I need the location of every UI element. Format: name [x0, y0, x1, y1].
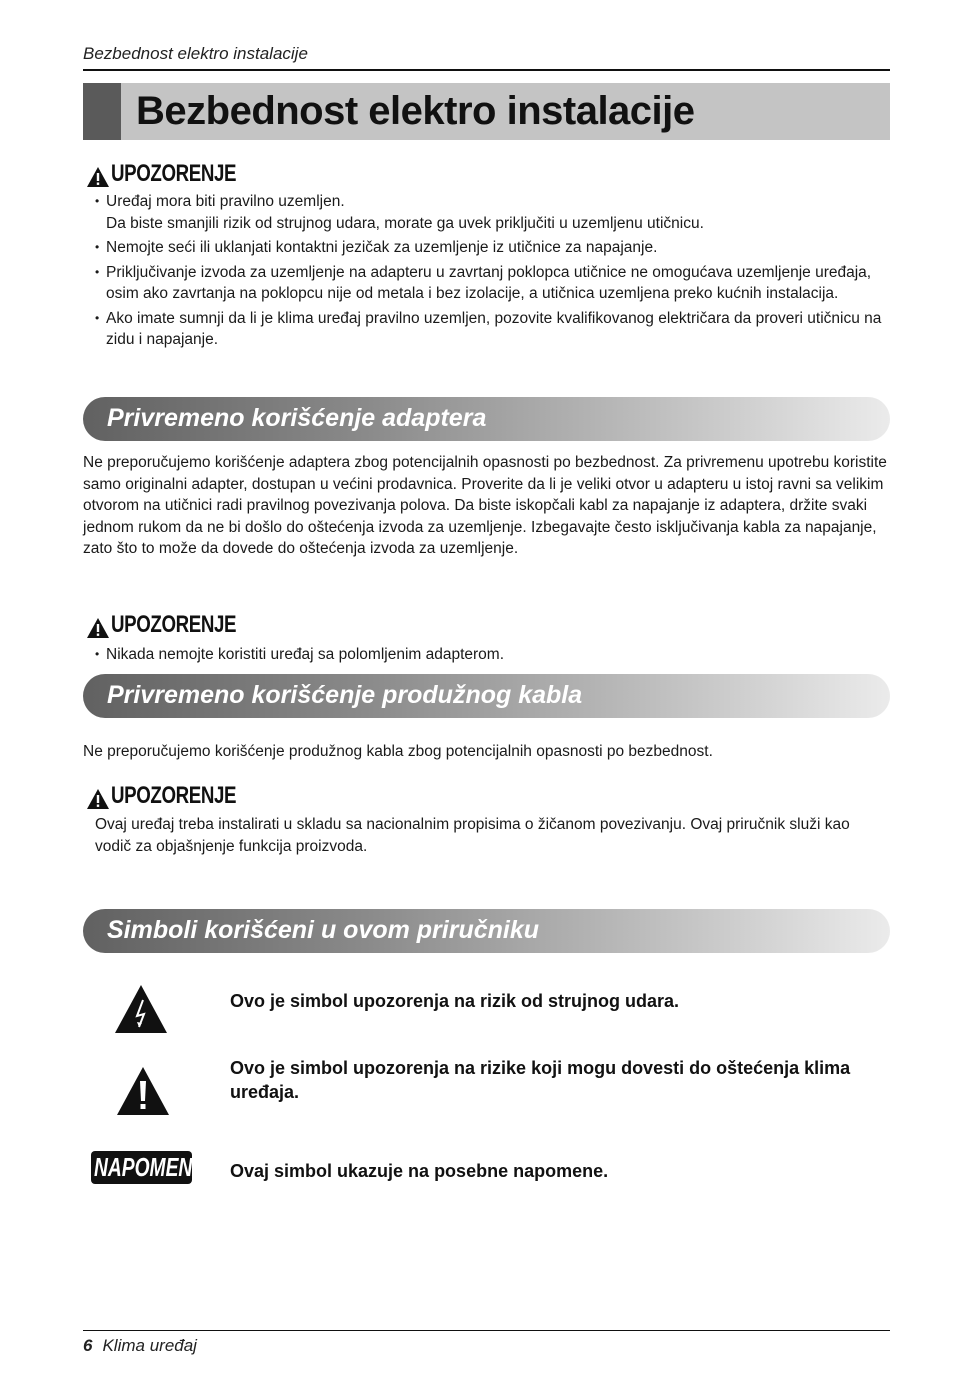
symbol-description: Ovo je simbol upozorenja na rizike koji mogu dovesti do oštećenja klima uređaja. [230, 1058, 851, 1102]
page-title-bar [83, 83, 890, 140]
caution-exclamation-icon [115, 1065, 171, 1117]
header-divider [83, 69, 890, 71]
section-heading-symbols [83, 909, 890, 953]
section-title: Simboli korišćeni u ovom priručniku [107, 916, 540, 944]
napomena-note-badge [91, 1151, 207, 1184]
list-item [95, 237, 890, 259]
page-footer [83, 1336, 197, 1356]
extension-cable-paragraph: Ne preporučujemo korišćenje produžnog kabla zbog potencijalnih opasnosti po bezbednost. [83, 743, 713, 760]
symbol-description: Ovaj simbol ukazuje na posebne napomene. [230, 1161, 609, 1181]
warning-heading: UPOZORENJE [111, 782, 237, 809]
warning-heading: UPOZORENJE [111, 611, 237, 638]
page-title: Bezbednost elektro instalacije [136, 89, 695, 133]
section-title: Privremeno korišćenje adaptera [107, 404, 487, 432]
warning-triangle-icon [86, 617, 110, 639]
warning-triangle-icon [86, 166, 110, 188]
list-item-text: Nikada nemojte koristiti uređaj sa polomljenim adapterom. [106, 646, 505, 663]
napomena-badge-label: NAPOMENA [93, 1152, 207, 1182]
footer-label: Klima uređaj [102, 1336, 197, 1355]
warning-paragraph: Ovaj uređaj treba instalirati u skladu sa nacionalnim propisima o žičanom povezivanju. Ovaj priručnik služi kao vodič za objašnjenje funkcija proizvoda. [95, 816, 850, 855]
warning-list [95, 191, 890, 354]
list-item-text: Priključivanje izvoda za uzemljenje na adapteru u zavrtanj poklopca utičnice ne omogućava uzemljenje uređaja, osim ako zavrtanja na poklopcu nije od metala i bez izolacije, a utičnica uzemljena preko kućnih instalacija. [106, 263, 872, 302]
symbol-description: Ovo je simbol upozorenja na rizik od strujnog udara. [230, 991, 680, 1011]
warning-heading: UPOZORENJE [111, 160, 237, 187]
title-accent-block [83, 83, 121, 140]
list-item [95, 191, 890, 234]
list-item [95, 308, 890, 351]
warning-triangle-icon [86, 788, 110, 810]
warning-list [95, 644, 890, 669]
footer-divider [83, 1330, 890, 1331]
list-item-text: Uređaj mora biti pravilno uzemljen. [106, 193, 345, 210]
section-heading-adapter [83, 397, 890, 441]
adapter-paragraph: Ne preporučujemo korišćenje adaptera zbog potencijalnih opasnosti po bezbednost. Za privremenu upotrebu koristite samo originalni adapter, dostupan u većini prodavnica. Proverite da li je veliki otvor u adapteru u istoj ravni sa velikim otvorom na utičnici radi pravilnog povezivanja polova. Da biste iskopčali kabl za napajanje iz adaptera, držite svaki jednom rukom da ne bi došlo do oštećenja izvoda za uzemljenje. Izbegavajte često isključivanja kabla za napajanje, zato što to može da dovede do oštećenja izvoda za uzemljenje. [83, 454, 887, 557]
list-item-text: Da biste smanjili rizik od strujnog udara, morate ga uvek priključiti u uzemljenu utičnicu. [106, 214, 704, 232]
list-item [95, 644, 890, 666]
section-heading-extension-cable [83, 674, 890, 718]
list-item [95, 262, 890, 305]
running-header: Bezbednost elektro instalacije [83, 44, 308, 63]
electric-shock-warning-icon [113, 983, 169, 1035]
list-item-text: Nemojte seći ili uklanjati kontaktni jezičak za uzemljenje iz utičnice za napajanje. [106, 239, 658, 256]
section-title: Privremeno korišćenje produžnog kabla [107, 681, 583, 709]
page-number: 6 [83, 1336, 93, 1355]
list-item-text: Ako imate sumnji da li je klima uređaj pravilno uzemljen, pozovite kvalifikovanog električara da proveri utičnicu na zidu i napajanje. [106, 309, 882, 348]
